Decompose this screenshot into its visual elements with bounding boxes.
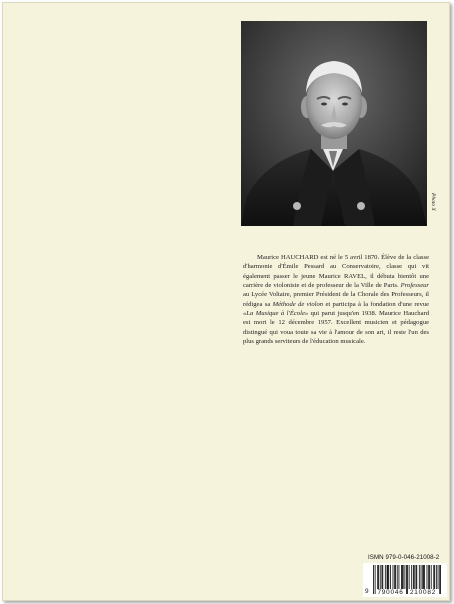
bio-emphasis-methode: Méthode de violon: [272, 300, 324, 308]
barcode-bar: [387, 565, 388, 589]
barcode-bar: [377, 565, 378, 589]
barcode-bar: [416, 565, 417, 589]
barcode-bar: [427, 565, 428, 589]
barcode-bar: [395, 565, 396, 589]
barcode-bar: [401, 565, 402, 589]
barcode-bar: [373, 565, 374, 594]
barcode-bar: [411, 565, 412, 589]
biography-text: [243, 253, 429, 346]
bio-part-2: au Lycée Voltaire, premier Président de la Chorale des Professeurs, il rédigea sa: [243, 291, 429, 308]
barcode-bar: [422, 565, 423, 589]
barcode-bar: [419, 565, 420, 589]
barcode-bar: [423, 565, 424, 589]
barcode-bar: [380, 565, 381, 589]
barcode-bar: [424, 565, 425, 589]
back-cover-page: [2, 2, 450, 601]
barcode-bar: [393, 565, 394, 589]
barcode-bar: [416, 565, 417, 589]
barcode: [363, 563, 447, 597]
barcode-first-digit: 9: [365, 588, 369, 595]
barcode-bar: [439, 565, 440, 594]
barcode-bar: [433, 565, 434, 589]
barcode-right-digits: 210082: [409, 589, 437, 596]
barcode-bar: [378, 565, 379, 589]
barcode-bar: [382, 565, 383, 589]
barcode-left-digits: 790046: [377, 589, 404, 596]
barcode-bar: [428, 565, 429, 589]
barcode-bar: [385, 565, 386, 589]
barcode-bar: [438, 565, 439, 589]
barcode-bar: [402, 565, 403, 589]
bio-part-4: » qui parut jusqu'en 1938. Maurice Hauchard est mort le 12 décembre 1957. Excellent musicien et pédagogue distingué qui voua toute sa vie à l'amour de son art, il reste l'un des plus grands serviteurs de l'éducation musicale.: [243, 310, 429, 346]
barcode-bar: [394, 565, 395, 589]
barcode-bar: [388, 565, 389, 589]
bio-emphasis-professeur: Professeur: [400, 282, 429, 290]
ismn-code: ISMN 979-0-046-21008-2: [368, 554, 440, 561]
barcode-bar: [409, 565, 410, 589]
barcode-bar: [406, 565, 407, 594]
barcode-bar: [421, 565, 422, 589]
barcode-bar: [397, 565, 398, 589]
portrait-photo: [241, 21, 427, 226]
barcode-bar: [399, 565, 400, 589]
barcode-bar: [413, 565, 414, 589]
bio-part-3: et participa à la fondation d'une revue «: [243, 300, 429, 318]
barcode-bar: [404, 565, 405, 589]
barcode-bar: [434, 565, 435, 589]
bio-emphasis-revue: La Musique à l'École: [246, 310, 305, 318]
barcode-bar: [387, 565, 388, 589]
barcode-bar: [436, 565, 437, 589]
bio-part-1: Maurice HAUCHARD est né le 5 avril 1870. Élève de la classe d'harmonie d'Émile Pessard au Conservatoire, classe qui vit également passer le jeune Maurice RAVEL, il débuta bientôt une carrière de violoniste et de professeur de la Ville de Paris.: [243, 254, 429, 290]
barcode-bar: [429, 565, 430, 589]
barcode-bar: [390, 565, 391, 589]
barcode-bar: [382, 565, 383, 589]
barcode-bar: [403, 565, 404, 589]
photo-credit: Photo X: [430, 193, 436, 211]
portrait-image: [241, 21, 427, 226]
barcode-bar: [414, 565, 415, 589]
barcode-bar: [431, 565, 432, 589]
barcode-bar: [440, 565, 441, 594]
